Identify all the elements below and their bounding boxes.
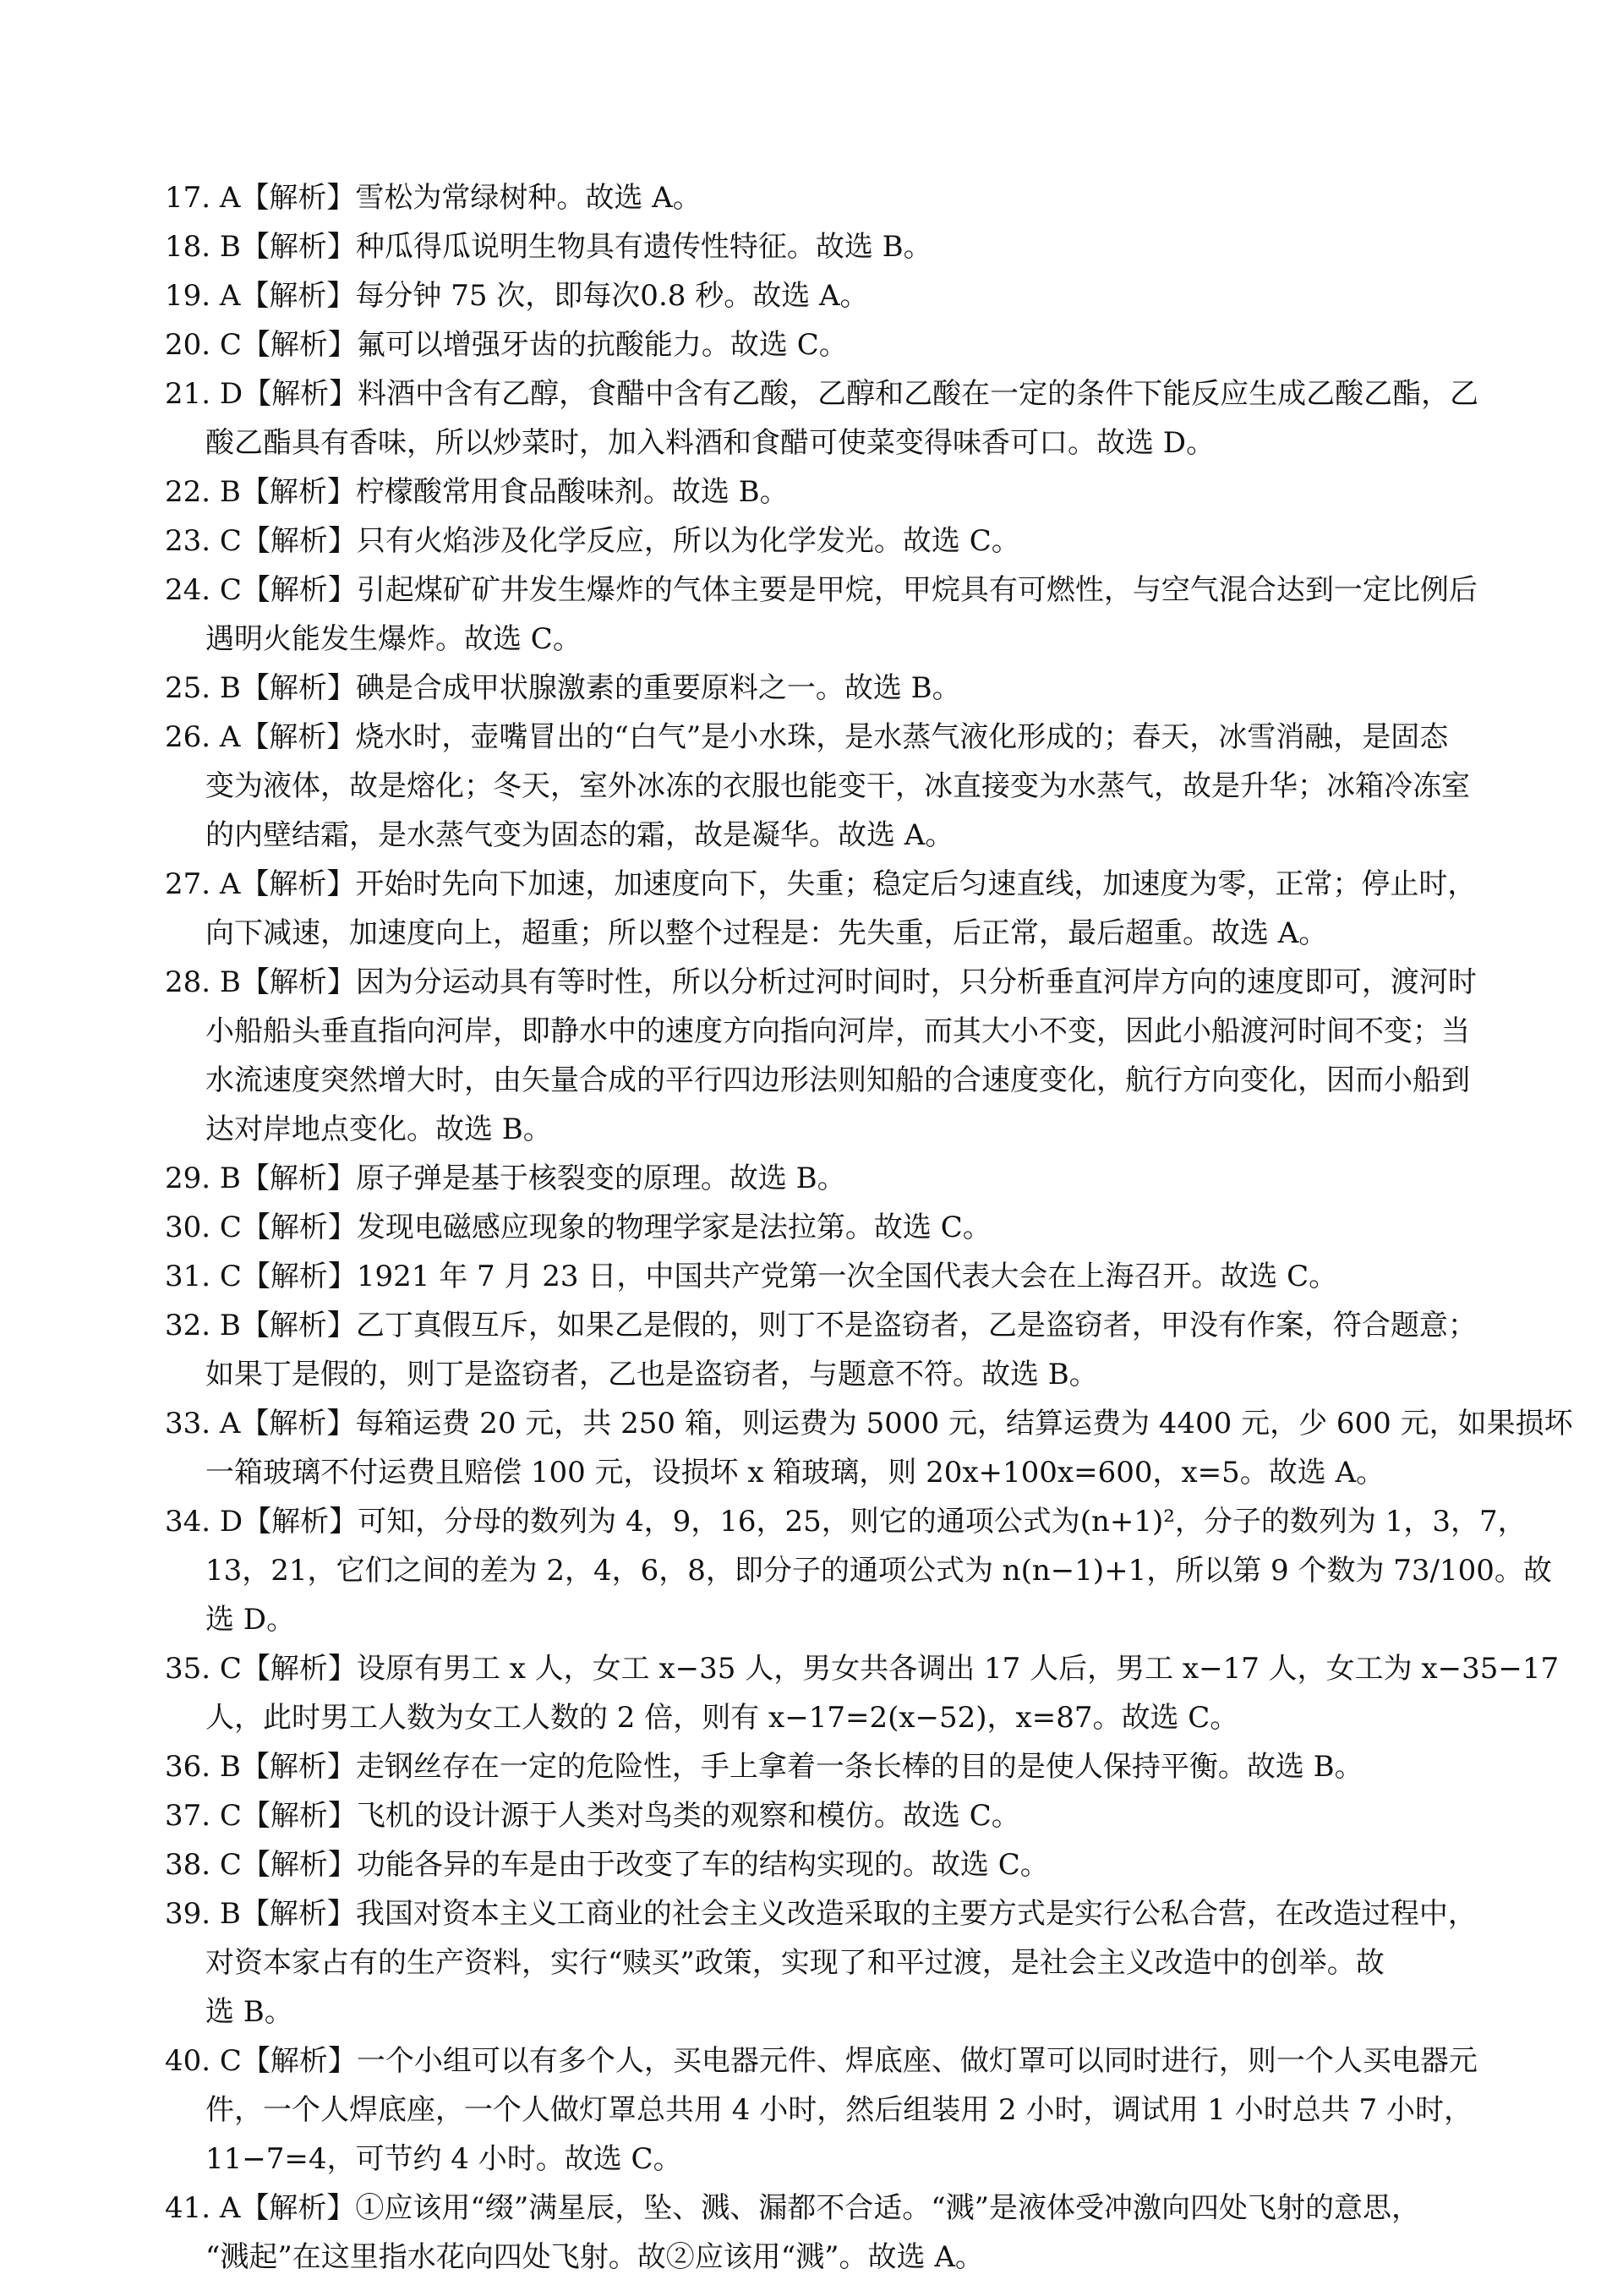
answer-item <box>165 1644 1560 1742</box>
answer-continuation-line: 达对岸地点变化。故选 B。 <box>205 1112 552 1146</box>
answer-line: 24. C【解析】引起煤矿矿井发生爆炸的气体主要是甲烷，甲烷具有可燃性，与空气混合达到一定比例后 <box>165 573 1478 607</box>
answer-line: 22. B【解析】柠檬酸常用食品酸味剂。故选 B。 <box>165 475 789 509</box>
answer-line: 34. D【解析】可知，分母的数列为 4，9，16，25，则它的通项公式为(n+1)²，分子的数列为 1，3，7， <box>165 1505 1527 1539</box>
answer-continuation-line: 如果丁是假的，则丁是盗窃者，乙也是盗窃者，与题意不符。故选 B。 <box>205 1358 1098 1391</box>
answer-item <box>165 467 1437 517</box>
answer-item <box>165 958 1477 1154</box>
answer-item <box>165 271 1437 320</box>
answer-item <box>165 860 1477 958</box>
answer-item <box>165 1203 1437 1252</box>
answer-item <box>165 664 1437 713</box>
answer-continuation-line: “溅起”在这里指水花向四处飞射。故②应该用“溅”。故选 A。 <box>205 2240 984 2274</box>
answer-list <box>165 173 1573 2282</box>
answer-continuation-line: 变为液体，故是熔化；冬天，室外冰冻的衣服也能变干，冰直接变为水蒸气，故是升华；冰箱冷冻室 <box>205 769 1470 803</box>
answer-line: 29. B【解析】原子弹是基于核裂变的原理。故选 B。 <box>165 1162 846 1195</box>
answer-item <box>165 1301 1477 1399</box>
answer-line: 35. C【解析】设原有男工 x 人，女工 x−35 人，男女共各调出 17 人后，男工 x−17 人，女工为 x−35−17 <box>165 1652 1560 1686</box>
answer-item <box>165 566 1478 664</box>
answer-item <box>165 369 1479 467</box>
answer-item <box>165 222 1437 271</box>
answer-line: 30. C【解析】发现电磁感应现象的物理学家是法拉第。故选 C。 <box>165 1211 992 1244</box>
answer-item <box>165 173 1437 222</box>
answer-item <box>165 320 1437 369</box>
answer-item <box>165 1840 1437 1889</box>
answer-item <box>165 1252 1437 1301</box>
answer-continuation-line: 选 D。 <box>205 1603 296 1637</box>
answer-item <box>165 1742 1437 1791</box>
answer-line: 26. A【解析】烧水时，壶嘴冒出的“白气”是小水珠，是水蒸气液化形成的；春天，冰雪消融，是固态 <box>165 720 1449 754</box>
answer-item <box>165 713 1470 860</box>
answer-line: 20. C【解析】氟可以增强牙齿的抗酸能力。故选 C。 <box>165 328 848 362</box>
answer-item <box>165 1154 1437 1203</box>
answer-continuation-line: 对资本家占有的生产资料，实行“赎买”政策，实现了和平过渡，是社会主义改造中的创举。故 <box>205 1946 1385 1980</box>
answer-continuation-line: 选 B。 <box>205 1995 293 2029</box>
answer-line: 27. A【解析】开始时先向下加速，加速度向下，失重；稳定后匀速直线，加速度为零，正常；停止时， <box>165 867 1477 901</box>
answer-item <box>165 2184 1437 2282</box>
answer-line: 28. B【解析】因为分运动具有等时性，所以分析过河时间时，只分析垂直河岸方向的速度即可，渡河时 <box>165 965 1477 999</box>
answer-continuation-line: 件，一个人焊底座，一个人做灯罩总共用 4 小时，然后组装用 2 小时，调试用 1 小时总共 7 小时， <box>205 2093 1473 2127</box>
answer-continuation-line: 人，此时男工人数为女工人数的 2 倍，则有 x−17=2(x−52)，x=87。故选 C。 <box>205 1701 1239 1735</box>
answer-continuation-line: 水流速度突然增大时，由矢量合成的平行四边形法则知船的合速度变化，航行方向变化，因而小船到 <box>205 1063 1470 1097</box>
answer-line: 41. A【解析】①应该用“缀”满星辰，坠、溅、漏都不合适。“溅”是液体受冲激向四处飞射的意思， <box>165 2191 1420 2225</box>
answer-continuation-line: 小船船头垂直指向河岸，即静水中的速度方向指向河岸，而其大小不变，因此小船渡河时间不变；当 <box>205 1014 1470 1048</box>
answer-line: 25. B【解析】碘是合成甲状腺激素的重要原料之一。故选 B。 <box>165 671 961 705</box>
answer-continuation-line: 向下减速，加速度向上，超重；所以整个过程是：先失重，后正常，最后超重。故选 A。 <box>205 916 1328 950</box>
answer-continuation-line: 11−7=4，可节约 4 小时。故选 C。 <box>205 2142 682 2176</box>
answer-line: 31. C【解析】1921 年 7 月 23 日，中国共产党第一次全国代表大会在上海召开。故选 C。 <box>165 1260 1338 1293</box>
answer-item <box>165 517 1437 566</box>
answer-continuation-line: 的内壁结霜，是水蒸气变为固态的霜，故是凝华。故选 A。 <box>205 818 954 852</box>
answer-line: 18. B【解析】种瓜得瓜说明生物具有遗传性特征。故选 B。 <box>165 230 932 264</box>
answer-line: 39. B【解析】我国对资本主义工商业的社会主义改造采取的主要方式是实行公私合营，在改造过程中， <box>165 1897 1477 1931</box>
answer-line: 36. B【解析】走钢丝存在一定的危险性，手上拿着一条长棒的目的是使人保持平衡。故选 B。 <box>165 1750 1363 1784</box>
answer-item <box>165 1497 1552 1644</box>
answer-line: 38. C【解析】功能各异的车是由于改变了车的结构实现的。故选 C。 <box>165 1848 1049 1882</box>
answer-continuation-line: 13，21，它们之间的差为 2，4，6，8，即分子的通项公式为 n(n−1)+1，所以第 9 个数为 73/100。故 <box>205 1554 1552 1588</box>
answer-continuation-line: 酸乙酯具有香味，所以炒菜时，加入料酒和食醋可使菜变得味香可口。故选 D。 <box>205 426 1216 460</box>
answer-line: 19. A【解析】每分钟 75 次，即每次0.8 秒。故选 A。 <box>165 279 869 313</box>
answer-line: 23. C【解析】只有火焰涉及化学反应，所以为化学发光。故选 C。 <box>165 524 1020 558</box>
answer-line: 17. A【解析】雪松为常绿树种。故选 A。 <box>165 181 702 215</box>
answer-item <box>165 1399 1573 1497</box>
answer-line: 33. A【解析】每箱运费 20 元，共 250 箱，则运费为 5000 元，结算运费为 4400 元，少 600 元，如果损坏 <box>165 1407 1573 1440</box>
answer-line: 32. B【解析】乙丁真假互斥，如果乙是假的，则丁不是盗窃者，乙是盗窃者，甲没有作案，符合题意； <box>165 1309 1477 1342</box>
answer-line: 37. C【解析】飞机的设计源于人类对鸟类的观察和模仿。故选 C。 <box>165 1799 1020 1833</box>
answer-continuation-line: 遇明火能发生爆炸。故选 C。 <box>205 622 582 656</box>
answer-item <box>165 1791 1437 1840</box>
answer-item <box>165 2036 1478 2184</box>
answer-item <box>165 1889 1477 2036</box>
answer-line: 40. C【解析】一个小组可以有多个人，买电器元件、焊底座、做灯罩可以同时进行，则一个人买电器元 <box>165 2044 1478 2078</box>
answer-continuation-line: 一箱玻璃不付运费且赔偿 100 元，设损坏 x 箱玻璃，则 20x+100x=600，x=5。故选 A。 <box>205 1456 1385 1490</box>
answer-line: 21. D【解析】料酒中含有乙醇，食醋中含有乙酸，乙醇和乙酸在一定的条件下能反应生成乙酸乙酯，乙 <box>165 377 1479 411</box>
